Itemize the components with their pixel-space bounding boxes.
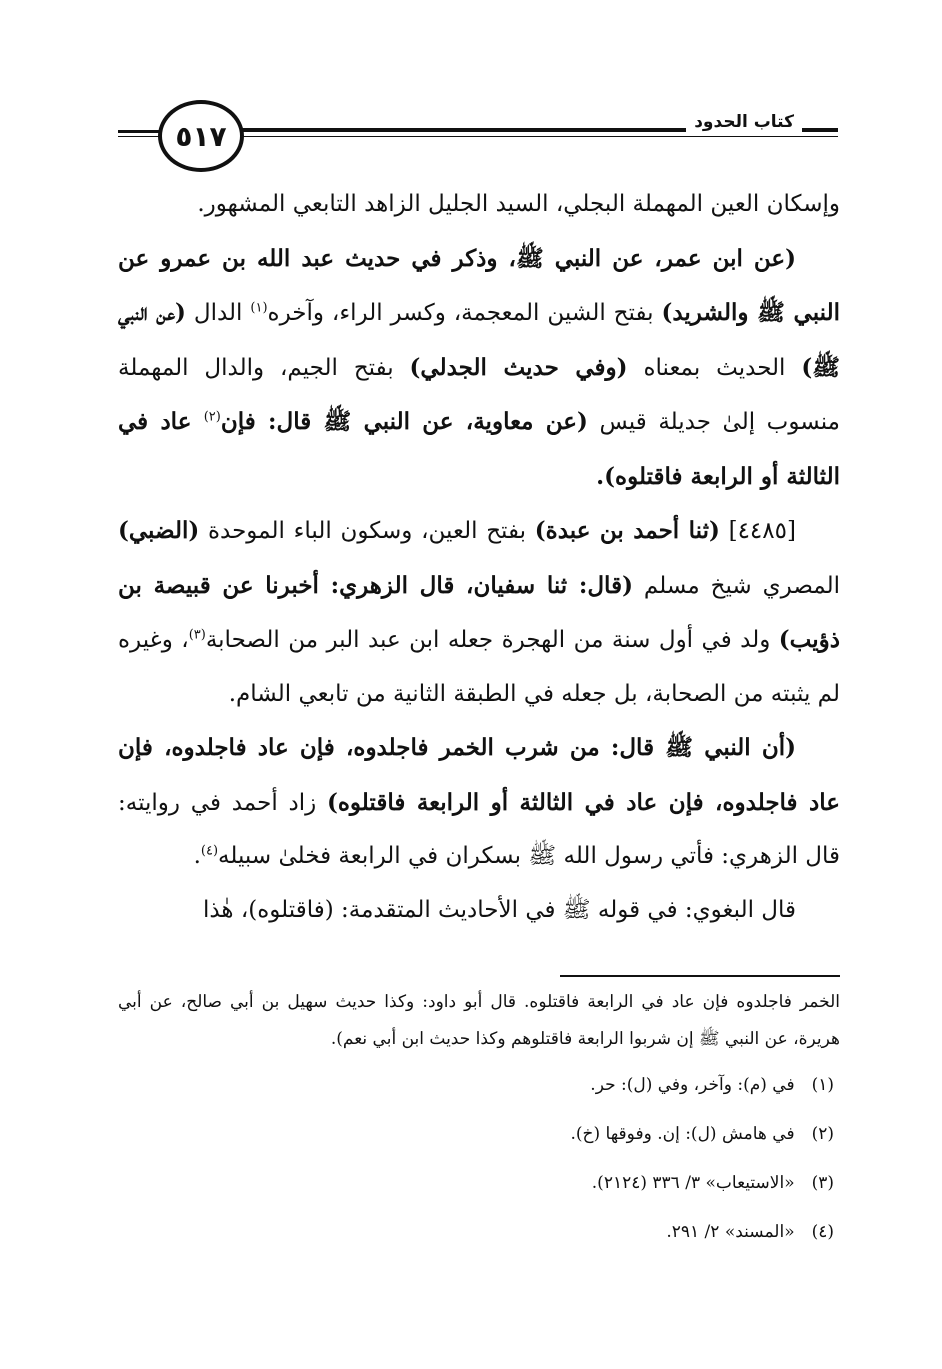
quote-text: (عن النبي ﷺ)	[118, 299, 841, 381]
footnote-item	[118, 1211, 840, 1254]
commentary-text: ولد في أول سنة من الهجرة جعله ابن عبد البر من الصحابة	[205, 627, 779, 653]
footnote-separator	[560, 975, 840, 977]
quote-text: عاد في الثالثة أو الرابعة فاقتلوه).	[118, 408, 840, 490]
footnote-item	[118, 1162, 840, 1205]
footnote-text: في هامش (ل): إن. وفوقها (خ).	[570, 1124, 795, 1144]
page-header	[118, 96, 838, 176]
footnote-text: في (م): وآخر، وفي (ل): حر.	[590, 1075, 795, 1095]
commentary-text: الدال	[185, 300, 251, 326]
running-title: كتاب الحدود	[686, 112, 802, 132]
quote-text: (ثنا أحمد بن عبدة)	[534, 517, 720, 544]
commentary-text: الحديث بمعناه	[627, 354, 802, 381]
footnote-item	[118, 1064, 840, 1107]
commentary-text: زاد أحمد في روايته: قال الزهري: فأتي رسول الله ﷺ بسكران في الرابعة فخلىٰ سبيله	[118, 789, 840, 869]
footnote-continuation: الخمر فاجلدوه فإن عاد في الرابعة فاقتلوه. قال أبو داود: وكذا حديث سهيل بن أبي صالح، عن أبي هريرة، عن النبي ﷺ إن شربوا الرابعة فاقتلوهم وكذا حديث ابن أبي نعم).	[118, 992, 840, 1049]
quote-text: (وفي حديث الجدلي)	[409, 353, 628, 381]
footnote-ref-1: (١)	[250, 300, 268, 316]
paragraph-3	[118, 504, 840, 721]
footnote-ref-4: (٤)	[200, 843, 219, 859]
footnote-item	[118, 1113, 840, 1156]
paragraph-1: وإسكان العين المهملة البجلي، السيد الجليل الزاهد التابعي المشهور.	[197, 191, 840, 217]
footnote-ref-3: (٣)	[188, 627, 206, 643]
commentary-text: ، وغيره لم يثبته من الصحابة، بل جعله في الطبقة الثانية من تابعي الشام.	[118, 627, 840, 707]
header-rule-main-thin	[216, 136, 838, 137]
footnote-ref-2: (٢)	[203, 409, 221, 425]
footnote-number: (٤)	[811, 1222, 834, 1242]
commentary-text: .	[193, 843, 201, 869]
paragraph-2	[118, 232, 840, 505]
footnote-number: (١)	[811, 1075, 834, 1095]
quote-text: (الضبي)	[118, 517, 200, 544]
quote-text: (عن ابن عمر، عن النبي ﷺ، وذكر في حديث عبد الله بن عمرو عن النبي ﷺ والشريد)	[118, 244, 840, 326]
footnote-number: (٣)	[811, 1173, 834, 1193]
quote-text: (أن النبي ﷺ قال: من شرب الخمر فاجلدوه، فإن عاد فاجلدوه، فإن عاد فاجلدوه، فإن عاد في الثالثة أو الرابعة فاقتلوه)	[118, 734, 840, 816]
header-rule-right	[808, 128, 838, 132]
commentary-text: بفتح الجيم، والدال المهملة منسوب إلىٰ جديلة قيس	[118, 354, 840, 435]
hadith-number: [٤٤٨٥]	[719, 518, 796, 544]
commentary-text: بفتح الشين المعجمة، وكسر الراء، وآخره	[267, 300, 662, 326]
paragraph-5: قال البغوي: في قوله ﷺ في الأحاديث المتقدمة: (فاقتلوه)، هٰذا	[202, 896, 796, 923]
footnotes	[118, 984, 840, 1260]
commentary-text: المصري شيخ مسلم	[632, 572, 840, 599]
footnote-number: (٢)	[811, 1124, 834, 1144]
main-text	[118, 178, 840, 937]
footnote-text: «المسند» ٢/ ٢٩١.	[666, 1222, 795, 1242]
quote-text: (عن معاوية، عن النبي ﷺ قال: فإن	[220, 408, 588, 435]
quote-text: (قال: ثنا سفيان، قال الزهري: أخبرنا عن قبيصة بن ذؤيب)	[118, 571, 840, 653]
page-number: ٥١٧	[158, 100, 244, 172]
footnote-text: «الاستيعاب» ٣/ ٣٣٦ (٢١٢٤).	[591, 1173, 795, 1193]
paragraph-4	[118, 721, 840, 884]
commentary-text: بفتح العين، وسكون الباء الموحدة	[199, 518, 535, 544]
